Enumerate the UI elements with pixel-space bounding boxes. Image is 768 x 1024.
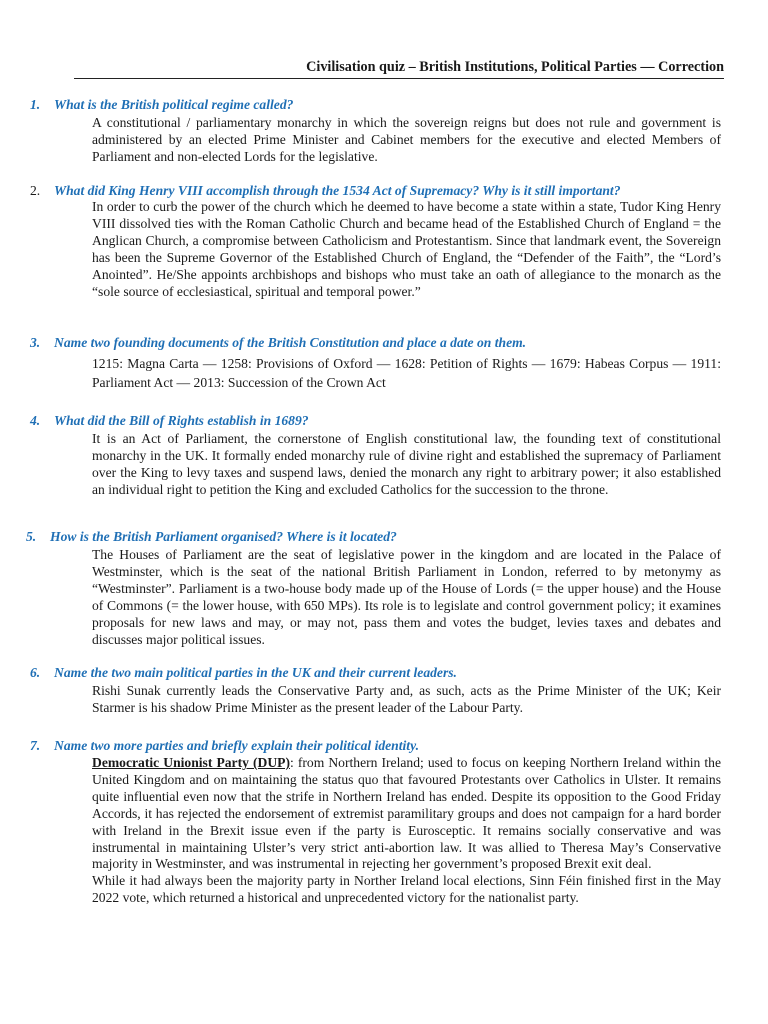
question-4-title [30,412,309,430]
header-divider [74,78,724,79]
answer-6: Rishi Sunak currently leads the Conservative Party and, as such, acts as the Prime Minister of the UK; Keir Starmer is his shadow Prime Minister as the present leader of the Labour Party. [92,683,721,715]
question-6-number: 6. [30,665,41,680]
question-6-text: Name the two main political parties in the UK and their current leaders. [54,665,457,680]
answer-5: The Houses of Parliament are the seat of legislative power in the kingdom and are located in the Palace of Westminster, which is the seat of the national British Parliament in London, referred to by metonymy as “Westminster”. Parliament is a two-house body made up of the House of Lords (= the upper house) and the House of Commons (= the lower house, with 650 MPs). Its role is to legislate and control government policy; it examines proposals for new laws and may, or may not, pass them and votes the budget, levies taxes and debates and discusses major political issues. [92,547,721,647]
question-4-text: What did the Bill of Rights establish in 1689? [54,413,309,428]
page-header-title: Civilisation quiz – British Institutions, Political Parties — Correction [306,59,724,75]
question-1-title [30,96,293,114]
question-5-number: 5. [26,529,37,544]
answer-3: 1215: Magna Carta — 1258: Provisions of Oxford — 1628: Petition of Rights — 1679: Habeas Corpus — 1911: Parliament Act — 2013: Succession of the Crown Act [92,356,721,390]
answer-2: In order to curb the power of the church which he deemed to have become a state within a state, Tudor King Henry VIII dissolved ties with the Roman Catholic Church and became head of the Established Church of England = the Anglican Church, a compromise between Catholicism and Protestantism. Since that landmark event, the Sovereign has been the Supreme Governor of the Established Church of England, the “Defender of the Faith”, the “Lord’s Anointed”. He/She appoints archbishops and bishops who must take an oath of allegiance to the monarch as the “sole source of ecclesiastical, spiritual and temporal power.” [92,199,721,299]
question-3-text: Name two founding documents of the British Constitution and place a date on them. [54,335,527,350]
question-7-title [30,737,419,755]
question-2-title [30,182,621,200]
question-7-text: Name two more parties and briefly explain their political identity. [54,738,419,753]
answer-7-body: : from Northern Ireland; used to focus on keeping Northern Ireland within the United Kingdom and on maintaining the status quo that favoured Protestants over Catholics in Ulster. It remains quite influential even now that the strife in Northern Ireland has ended. Despite its opposition to the Good Friday Accords, it has rejected the endorsement of extremist paramilitary groups and does not campaign for a hard border with Ireland in the Brexit issue even if the party is Eurosceptic. It remains socially conservative and was instrumental in maintaining Ulster’s very strict anti-abortion law. It was allied to Theresa May’s Conservative majority in Westminster, and was instrumental in rejecting her government’s proposed Brexit exit deal. [92,755,722,872]
answer-1: A constitutional / parliamentary monarchy in which the sovereign reigns but does not rule and government is administered by an elected Prime Minister and Cabinet members for the executive and elected Members of Parliament and non-elected Lords for the legislative. [92,115,721,164]
question-1-text: What is the British political regime called? [54,97,294,112]
question-3-title [30,334,526,352]
answer-7 [92,755,721,907]
question-5-title [26,528,397,546]
question-6-title [30,664,457,682]
answer-7-paragraph-1 [92,755,721,873]
question-2-number: 2. [30,183,41,198]
party-name-dup: Democratic Unionist Party (DUP) [92,755,290,770]
question-5-text: How is the British Parliament organised? Where is it located? [50,529,397,544]
answer-4: It is an Act of Parliament, the cornerstone of English constitutional law, the founding text of constitutional monarchy in the UK. It formally ended monarchy rule of divine right and established the supremacy of Parliament over the King to levy taxes and suspend laws, denied the monarch any right to arbitrary power; it also established an individual right to petition the King and excluded Catholics for the succession to the throne. [92,431,721,497]
question-7-number: 7. [30,738,41,753]
question-1-number: 1. [30,97,41,112]
question-4-number: 4. [30,413,41,428]
answer-7-paragraph-2: While it had always been the majority party in Norther Ireland local elections, Sinn Féin finished first in the May 2022 vote, which returned a historical and unprecedented victory for the nationalist party. [92,873,721,906]
question-3-number: 3. [30,335,41,350]
question-2-text: What did King Henry VIII accomplish through the 1534 Act of Supremacy? Why is it still important? [54,183,621,198]
